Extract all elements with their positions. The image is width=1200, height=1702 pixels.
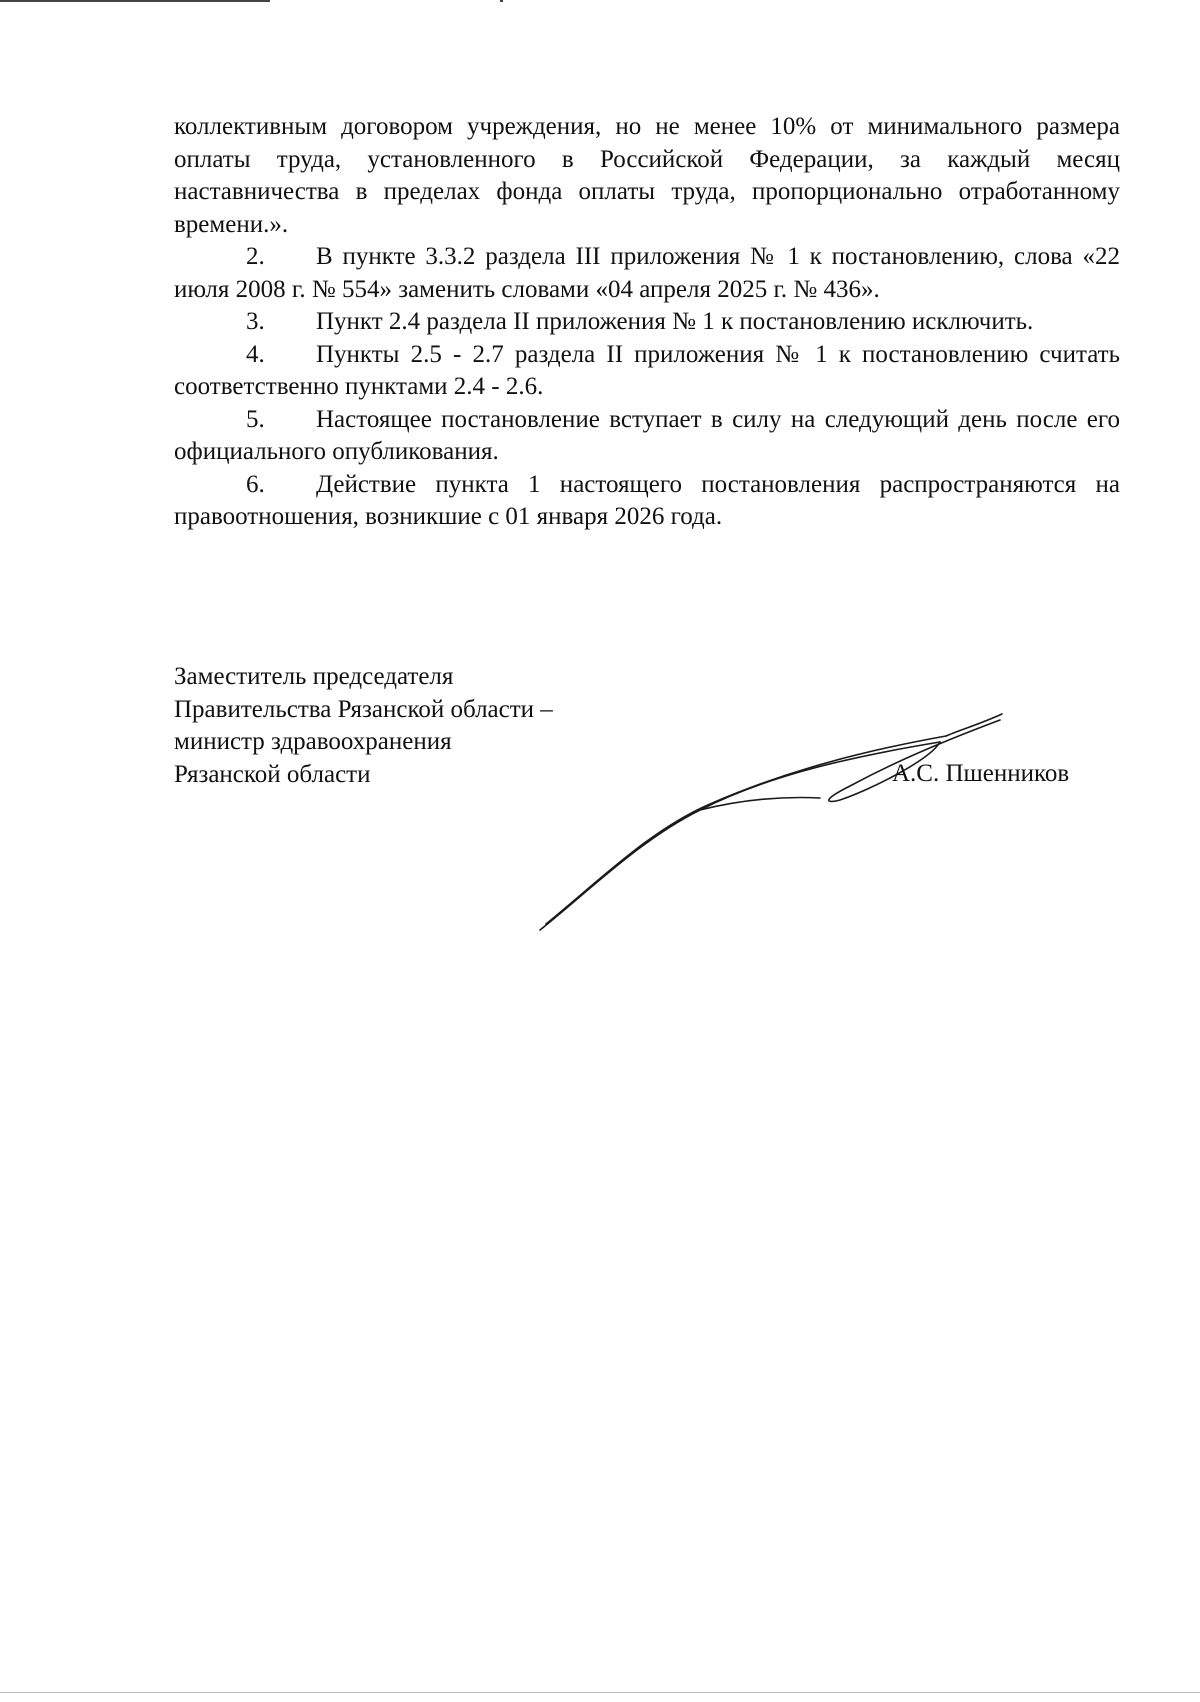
item-text: Настоящее постановление вступает в силу на следующий день после его официального опубликования. — [174, 405, 1120, 465]
item-text: Пункты 2.5 - 2.7 раздела II приложения № 1 к постановлению считать соответственно пунктами 2.4 - 2.6. — [174, 340, 1120, 400]
signer-title-line: министр здравоохранения — [174, 728, 452, 755]
item-text: Пункт 2.4 раздела II приложения № 1 к постановлению исключить. — [316, 308, 1034, 335]
scan-artifact — [0, 0, 270, 2]
document-body — [174, 111, 1120, 534]
paragraph-continuation: коллективным договором учреждения, но не менее 10% от минимального размера оплаты труда, установленного в Российской Федерации, за каждый месяц наставничества в пределах фонда оплаты труда, пропорционально отработанному времени.». — [174, 113, 1120, 238]
scan-artifact — [0, 1692, 1200, 1693]
item-number: 6. — [246, 470, 265, 498]
list-item — [174, 241, 1120, 306]
handwritten-signature — [520, 700, 1040, 950]
item-text: В пункте 3.3.2 раздела III приложения № 1 к постановлению, слова «22 июля 2008 г. № 554» заменить словами «04 апреля 2025 г. № 436». — [174, 243, 1120, 303]
scan-artifact — [500, 0, 503, 2]
item-number: 3. — [246, 308, 265, 335]
list-item — [174, 469, 1120, 534]
item-number: 5. — [246, 405, 265, 433]
signer-title-line: Заместитель председателя — [174, 663, 454, 690]
list-item — [174, 306, 1120, 339]
item-number: 4. — [246, 340, 265, 368]
item-number: 2. — [246, 243, 265, 270]
signer-name: А.С. Пшенников — [892, 760, 1070, 787]
signer-title-line: Правительства Рязанской области – — [174, 695, 553, 723]
item-text: Действие пункта 1 настоящего постановления распространяются на правоотношения, возникшие с 01 января 2026 года. — [174, 470, 1120, 530]
list-item — [174, 404, 1120, 469]
signer-title-line: Рязанской области — [174, 760, 371, 788]
list-item — [174, 339, 1120, 404]
